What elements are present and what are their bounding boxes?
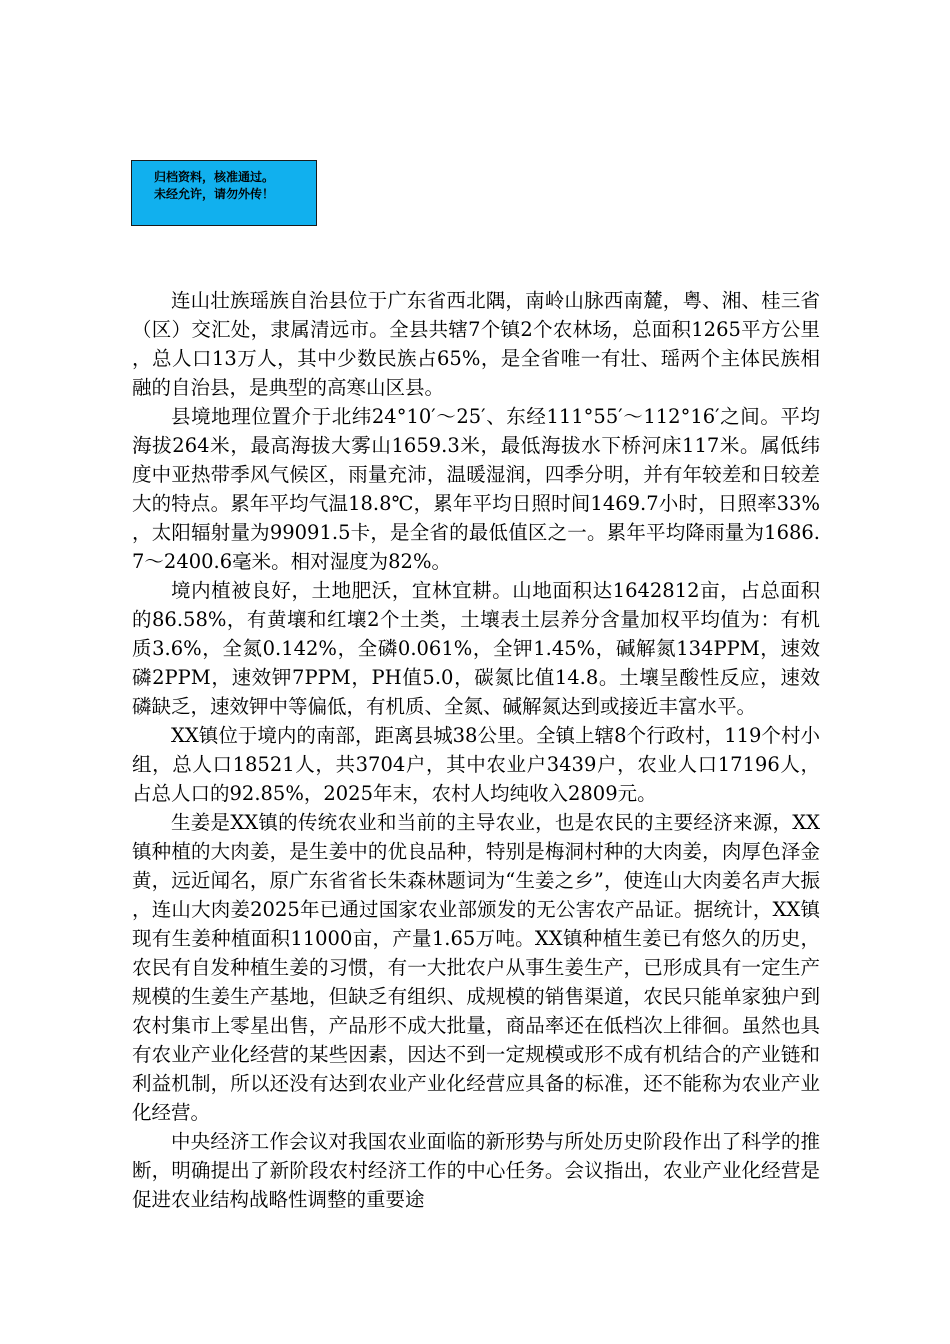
archive-stamp bbox=[131, 160, 317, 226]
paragraph-soil-vegetation: 境内植被良好，土地肥沃，宜林宜耕。山地面积达1642812亩，占总面积的86.58%，有黄壤和红壤2个土类，土壤表土层养分含量加权平均值为：有机质3.6%，全氮0.142%，全磷0.061%，全钾1.45%，碱解氮134PPM，速效磷2PPM，速效钾7PPM，PH值5.0，碳氮比值14.8。土壤呈酸性反应，速效磷缺乏，速效钾中等偏低，有机质、全氮、碱解氮达到或接近丰富水平。 bbox=[132, 579, 820, 718]
paragraph-county-overview: 连山壮族瑶族自治县位于广东省西北隅，南岭山脉西南麓，粤、湘、桂三省（区）交汇处，隶属清远市。全县共辖7个镇2个农林场，总面积1265平方公里，总人口13万人，其中少数民族占65%，是全省唯一有壮、瑶两个主体民族相融的自治县，是典型的高寒山区县。 bbox=[132, 289, 820, 399]
stamp-line-2: 未经允许，请勿外传！ bbox=[154, 187, 275, 201]
paragraph-central-economic-conference: 中央经济工作会议对我国农业面临的新形势与所处历史阶段作出了科学的推断，明确提出了新阶段农村经济工作的中心任务。会议指出，农业产业化经营是促进农业结构战略性调整的重要途 bbox=[132, 1130, 820, 1211]
paragraph-ginger-industry: 生姜是XX镇的传统农业和当前的主导农业，也是农民的主要经济来源，XX镇种植的大肉姜，是生姜中的优良品种，特别是梅洞村种的大肉姜，肉厚色泽金黄，远近闻名，原广东省省长朱森林题词为“生姜之乡”，使连山大肉姜名声大振，连山大肉姜2025年已通过国家农业部颁发的无公害农产品证。据统计，XX镇现有生姜种植面积11000亩，产量1.65万吨。XX镇种植生姜已有悠久的历史，农民有自发种植生姜的习惯，有一大批农户从事生姜生产，已形成具有一定生产规模的生姜生产基地，但缺乏有组织、成规模的销售渠道，农民只能单家独户到农村集市上零星出售，产品形不成大批量，商品率还在低档次上徘徊。虽然也具有农业产业化经营的某些因素，因达不到一定规模或形不成有机结合的产业链和利益机制，所以还没有达到农业产业化经营应具备的标准，还不能称为农业产业化经营。 bbox=[132, 811, 820, 1124]
stamp-line-1: 归档资料，核准通过。 bbox=[154, 170, 275, 184]
document-body bbox=[132, 286, 820, 1214]
paragraph-town-overview: XX镇位于境内的南部，距离县城38公里。全镇上辖8个行政村，119个村小组，总人口18521人，共3704户，其中农业户3439户，农业人口17196人，占总人口的92.85%，2025年末，农村人均纯收入2809元。 bbox=[132, 724, 820, 805]
paragraph-geography-climate: 县境地理位置介于北纬24°10′～25′、东经111°55′～112°16′之间。平均海拔264米，最高海拔大雾山1659.3米，最低海拔水下桥河床117米。属低纬度中亚热带季风气候区，雨量充沛，温暖湿润，四季分明，并有年较差和日较差大的特点。累年平均气温18.8℃，累年平均日照时间1469.7小时，日照率33%，太阳辐射量为99091.5卡，是全省的最低值区之一。累年平均降雨量为1686.7～2400.6毫米。相对湿度为82%。 bbox=[132, 405, 820, 573]
